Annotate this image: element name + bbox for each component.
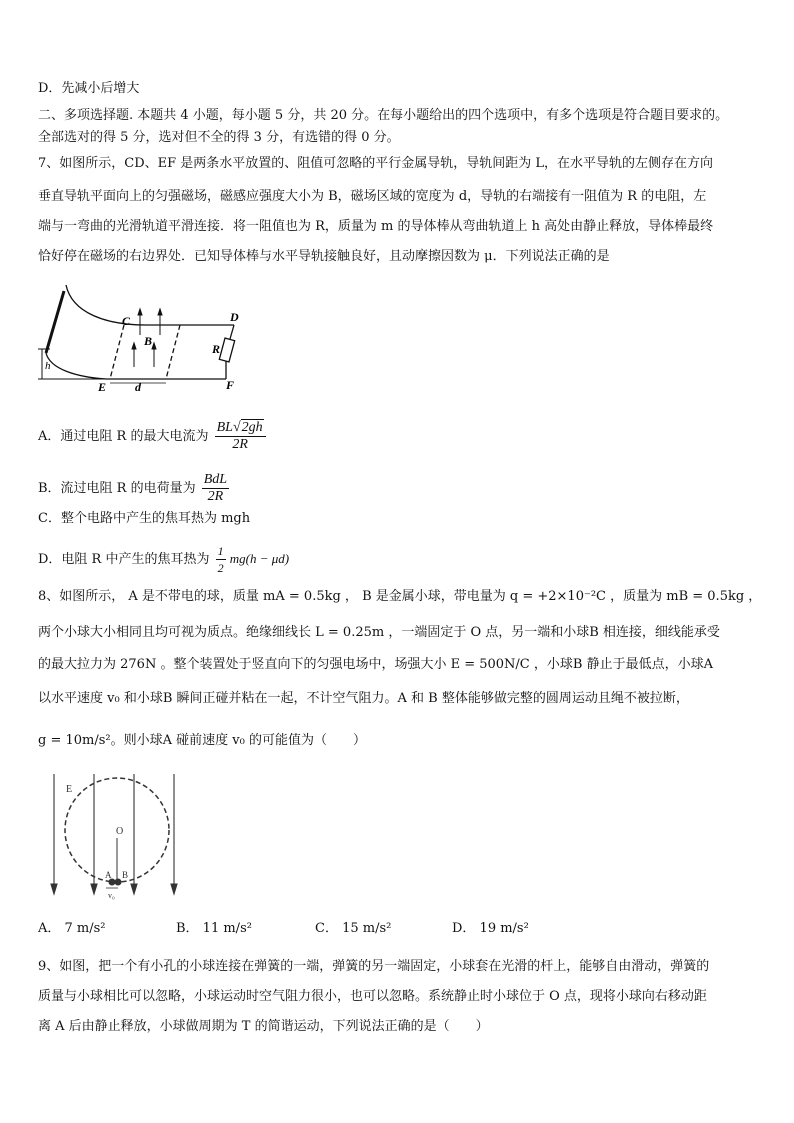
- q7-option-d-fraction: [216, 543, 226, 576]
- q8-option-d[interactable]: D． 19 m/s²: [452, 921, 529, 936]
- q8-line3: 的最大拉力为 276N 。整个装置处于竖直向下的匀强电场中，场强大小 E = 500N/C ，小球B 静止于最低点，小球A: [38, 657, 713, 672]
- q7-label-e: E: [98, 380, 107, 393]
- q7-label-r: R: [212, 342, 221, 356]
- q7-d-den: 2: [217, 561, 224, 575]
- section2-line2: 全部选对的得 5 分，选对但不全的得 3 分，有选错的得 0 分。: [38, 130, 400, 145]
- q7-option-a[interactable]: [38, 420, 266, 453]
- q7-label-d: D: [230, 310, 239, 324]
- q7-b-den: 2R: [207, 489, 224, 504]
- q8-option-a[interactable]: A． 7 m/s²: [38, 921, 106, 936]
- q7-label-dwidth: d: [135, 380, 141, 393]
- q7-line4: 恰好停在磁场的右边界处．已知导体棒与水平导轨接触良好，且动摩擦因数为 μ．下列说法正确的是: [38, 249, 610, 264]
- q7-label-c: C: [122, 314, 131, 328]
- q7-a-num-sqrt: 2gh: [241, 420, 263, 435]
- prev-option-d: D．先减小后增大: [38, 81, 140, 96]
- q7-option-d-text: D．电阻 R 中产生的焦耳热为: [38, 552, 210, 567]
- q7-d-tail: mg(h − μd): [229, 551, 290, 566]
- q7-label-h: h: [45, 360, 51, 372]
- q7-option-b-fraction: [202, 472, 229, 505]
- q8-label-e: E: [66, 784, 73, 795]
- q7-option-b[interactable]: [38, 472, 229, 505]
- q7-b-num: BdL: [203, 472, 228, 487]
- q7-option-a-text: A．通过电阻 R 的最大电流为: [38, 429, 209, 444]
- q8-option-b[interactable]: B． 11 m/s²: [176, 921, 252, 936]
- q9-line3: 离 A 后由静止释放，小球做周期为 T 的简谐运动，下列说法正确的是（ ）: [38, 1019, 489, 1034]
- q8-label-v0: v₀: [108, 891, 115, 900]
- q8-option-c[interactable]: C． 15 m/s²: [315, 921, 392, 936]
- q7-label-f: F: [226, 378, 235, 392]
- q7-line1: 7、如图所示，CD、EF 是两条水平放置的、阻值可忽略的平行金属导轨，导轨间距为 L，在水平导轨的左侧存在方向: [38, 156, 714, 171]
- section2-line1: 二、多项选择题. 本题共 4 小题，每小题 5 分，共 20 分。在每小题给出的四个选项中，有多个选项是符合题目要求的。: [38, 108, 729, 123]
- q7-option-c[interactable]: C．整个电路中产生的焦耳热为 mgh: [38, 511, 251, 526]
- q8-line2: 两个小球大小相同且均可视为质点。绝缘细线长 L = 0.25m ，一端固定于 O 点，另一端和小球B 相连接，细线能承受: [38, 625, 720, 640]
- q7-option-b-text: B．流过电阻 R 的电荷量为: [38, 481, 196, 496]
- q8-line5: g = 10m/s²。则小球A 碰前速度 v₀ 的可能值为（ ）: [38, 733, 366, 748]
- q7-option-a-fraction: $\frac{BL√2gh}{2R}$: [215, 420, 266, 453]
- q8-label-o: O: [116, 826, 124, 837]
- q8-label-b: B: [122, 870, 129, 880]
- q9-line2: 质量与小球相比可以忽略，小球运动时空气阻力很小，也可以忽略。系统静止时小球位于 O 点，现将小球向右移动距: [38, 989, 707, 1004]
- q8-line4: 以水平速度 v₀ 和小球B 瞬间正碰并粘在一起，不计空气阻力。A 和 B 整体能够做完整的圆周运动且绳不被拉断，: [38, 691, 689, 706]
- q7-line3: 端与一弯曲的光滑轨道平滑连接．将一阻值也为 R，质量为 m 的导体棒从弯曲轨道上 h 高处由静止释放，导体棒最终: [38, 219, 714, 234]
- q7-figure: [36, 283, 246, 393]
- q7-label-b: B: [144, 334, 153, 348]
- q7-d-num: 1: [217, 544, 224, 558]
- q7-a-den: 2R: [232, 437, 248, 452]
- q8-line1: 8、如图所示， A 是不带电的球，质量 mA = 0.5kg ， B 是金属小球，带电量为 q = +2×10⁻²C ，质量为 mB = 0.5kg ，: [38, 589, 762, 604]
- q7-line2: 垂直导轨平面向上的匀强磁场，磁感应强度大小为 B，磁场区域的宽度为 d，导轨的右端接有一阻值为 R 的电阻，左: [38, 189, 707, 204]
- q9-line1: 9、如图，把一个有小孔的小球连接在弹簧的一端，弹簧的另一端固定，小球套在光滑的杆上，能够自由滑动，弹簧的: [38, 959, 710, 974]
- q7-a-num-left: BL: [216, 420, 233, 435]
- q8-label-a: A: [105, 870, 112, 880]
- q8-figure: [44, 770, 186, 902]
- q7-option-d[interactable]: [38, 543, 289, 576]
